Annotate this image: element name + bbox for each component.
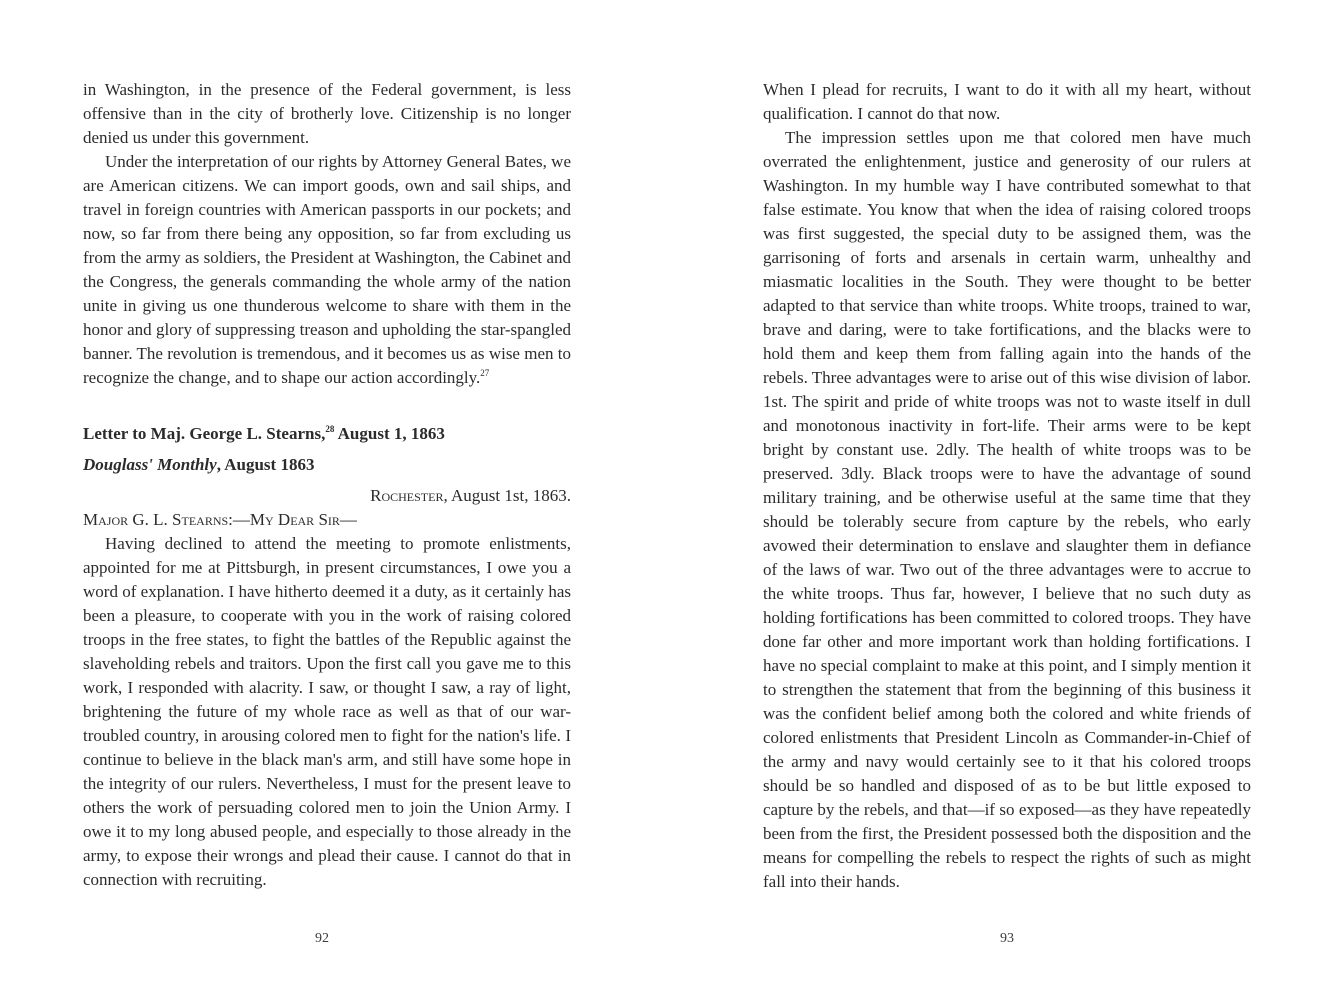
body-paragraph: The impression settles upon me that colored men have much overrated the enlightenment, justice and generosity of our rulers at Washington. In my humble way I have contributed somewhat to that false estimate. You know that when the idea of raising colored troops was first suggested, the special duty to be assigned them, was the garrisoning of forts and arsenals in certain warm, unhealthy and miasmatic localities in the South. They were thought to be better adapted to that service than white troops. White troops, trained to war, brave and daring, were to take fortifications, and the blacks were to hold them and keep them from falling again into the hands of the rebels. Three advantages were to arise out of this wise division of labor. 1st. The spirit and pride of white troops was not to waste itself in dull and monotonous inactivity in fort-life. Their arms were to be kept bright by constant use. 2dly. The health of white troops was to be preserved. 3dly. Black troops were to have the advantage of sound military training, and be otherwise useful at the same time that they should be tolerably secure from capture by the rebels, who early avowed their determination to enslave and slaughter them in defiance of the laws of war. Two out of the three advantages were to accrue to the white troops. Thus far, however, I believe that no such duty as holding fortifications has been committed to colored troops. They have done far other and more important work than holding fortifications. I have no special complaint to make at this point, and I simply mention it to strengthen the statement that from the beginning of this business it was the confident belief among both the colored and white friends of colored enlistments that President Lincoln as Commander-in-Chief of the army and navy would certainly see to it that his colored troops should be so handled and disposed of as to be but little exposed to capture by the rebels, and that—if so exposed—as they have repeatedly been from the first, the President possessed both the disposition and the means for compelling the rebels to respect the rights of such as might fall into their hands. xyxy=(763,128,1251,891)
page-number: 92 xyxy=(315,931,329,946)
letter-source xyxy=(83,453,571,477)
body-paragraph xyxy=(83,150,571,390)
letter-heading xyxy=(83,422,571,446)
letter-title: Letter to Maj. George L. Stearns, xyxy=(83,424,326,443)
paragraph-text: Under the interpretation of our rights by Attorney General Bates, we are American citizens. We can import goods, own and sail ships, and travel in foreign countries with American passports in our pockets; and now, so far from there being any opposition, so far from excluding us from the army as soldiers, the President at Washington, the Cabinet and the Congress, the generals commanding the whole army of the nation unite in giving us one thunderous welcome to share with them in the honor and glory of suppressing treason and upholding the star-spangled banner. The revolution is tremendous, and it becomes us as wise men to recognize the change, and to shape our action accordingly. xyxy=(83,152,571,387)
letter-date: August 1, 1863 xyxy=(334,424,445,443)
body-paragraph: in Washington, in the presence of the Federal government, is less offensive than in the city of brotherly love. Citizenship is no longer denied us under this government. xyxy=(83,80,571,147)
letter-salutation: Major G. L. Stearns:—My Dear Sir— xyxy=(83,510,357,529)
page-number: 93 xyxy=(1000,931,1014,946)
source-publication: Douglass' Monthly xyxy=(83,455,217,474)
dateline-date: , August 1st, 1863. xyxy=(443,486,571,505)
letter-body: Having declined to attend the meeting to promote enlistments, appointed for me at Pittsburgh, in present circumstances, I owe you a word of explanation. I have hitherto deemed it a duty, as it certainly has been a pleasure, to cooperate with you in the work of raising colored troops in the free states, to fight the battles of the Republic against the slaveholding rebels and traitors. Upon the first call you gave me to this work, I responded with alacrity. I saw, or thought I saw, a ray of light, brightening the future of my whole race as well as that of our war-troubled country, in arousing colored men to fight for the nation's life. I continue to believe in the black man's arm, and still have some hope in the integrity of our rulers. Nevertheless, I must for the present leave to others the work of persuading colored men to join the Union Army. I owe it to my long abused people, and especially to those already in the army, to expose their wrongs and plead their cause. I cannot do that in connection with recruiting. xyxy=(83,534,571,889)
left-page xyxy=(0,0,666,1000)
dateline-place: Rochester xyxy=(370,486,444,505)
letter-dateline xyxy=(83,484,571,508)
right-page-text xyxy=(763,78,1251,894)
body-paragraph: When I plead for recruits, I want to do it with all my heart, without qualification. I cannot do that now. xyxy=(763,80,1251,123)
source-date: , August 1863 xyxy=(216,455,315,474)
footnote-marker[interactable]: 27 xyxy=(480,368,490,378)
right-page xyxy=(666,0,1333,1000)
footnote-marker[interactable]: 28 xyxy=(325,424,335,434)
left-page-text xyxy=(83,78,571,892)
